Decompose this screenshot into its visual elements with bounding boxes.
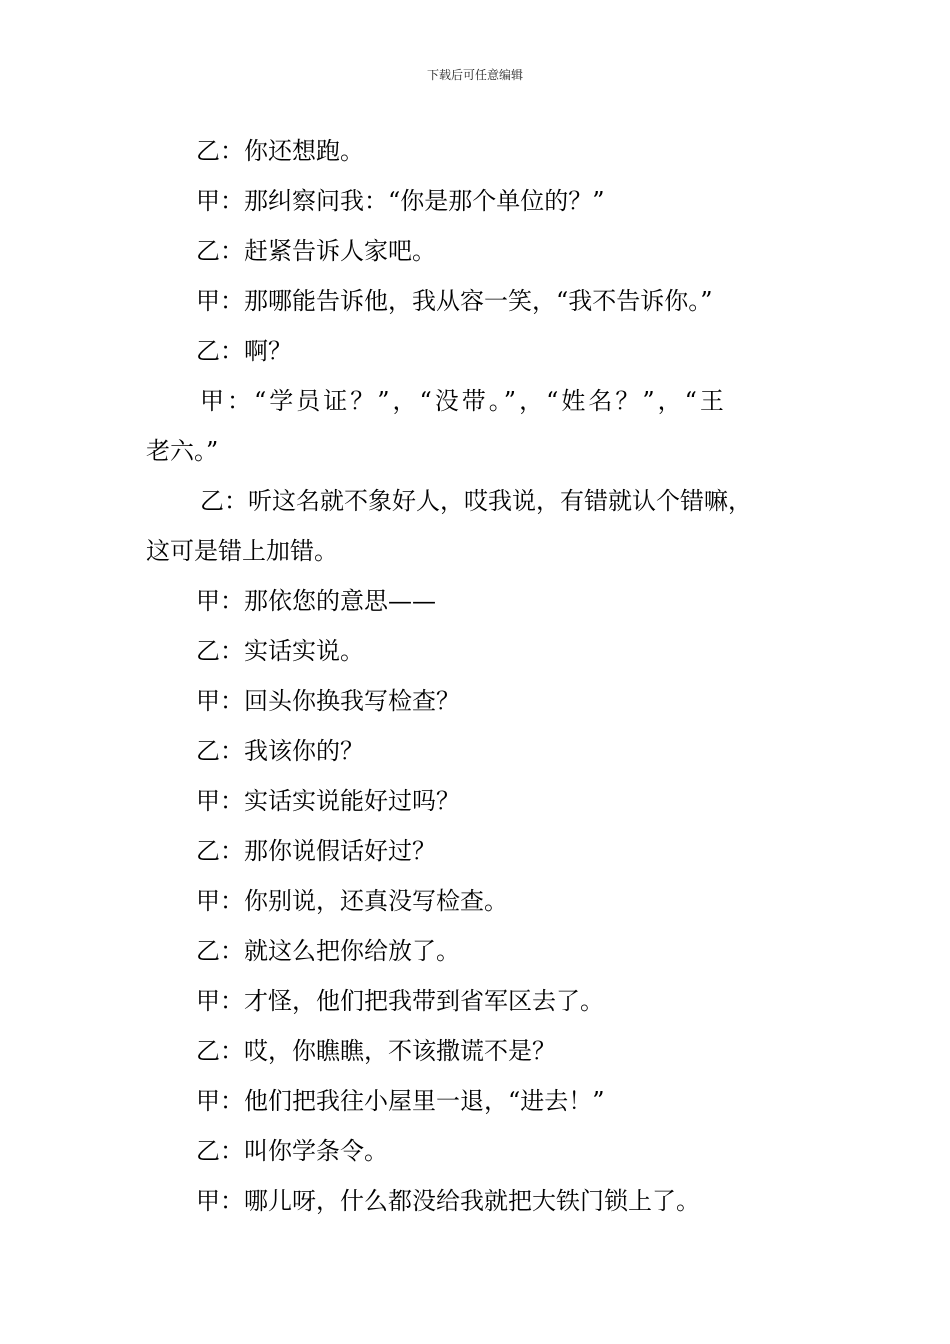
dialogue-line: 乙：啊？ [196, 337, 292, 365]
dialogue-line: 甲：你别说，还真没写检查。 [196, 887, 508, 915]
dialogue-line: 乙：实话实说。 [196, 637, 364, 665]
dialogue-line: 乙：赶紧告诉人家吧。 [196, 237, 436, 265]
dialogue-line: 甲：那纠察问我：“你是那个单位的？” [196, 187, 605, 215]
dialogue-line-continued: 这可是错上加错。 [146, 537, 338, 565]
dialogue-line: 乙：我该你的？ [196, 737, 364, 765]
dialogue-line: 甲：他们把我往小屋里一退，“进去！” [196, 1087, 605, 1115]
dialogue-line: 甲：实话实说能好过吗？ [196, 787, 460, 815]
dialogue-line: 甲：“学员证？”，“没带。”，“姓名？”，“王 [200, 387, 727, 415]
dialogue-line: 乙：就这么把你给放了。 [196, 937, 460, 965]
dialogue-line: 乙：那你说假话好过？ [196, 837, 436, 865]
dialogue-line: 甲：那依您的意思—— [196, 587, 436, 615]
document-body [146, 126, 811, 1226]
dialogue-line: 甲：那哪能告诉他，我从容一笑，“我不告诉你。” [196, 287, 713, 315]
page-header: 下载后可任意编辑 [426, 68, 523, 82]
dialogue-line: 甲：哪儿呀，什么都没给我就把大铁门锁上了。 [196, 1187, 700, 1215]
dialogue-line: 甲：回头你换我写检查？ [196, 687, 460, 715]
dialogue-line: 乙：叫你学条令。 [196, 1137, 388, 1165]
dialogue-line: 乙：听这名就不象好人，哎我说，有错就认个错嘛， [200, 487, 752, 515]
dialogue-line: 乙：你还想跑。 [196, 137, 364, 165]
dialogue-line: 乙：哎，你瞧瞧，不该撒谎不是？ [196, 1037, 556, 1065]
dialogue-line: 甲：才怪，他们把我带到省军区去了。 [196, 987, 604, 1015]
dialogue-line-continued: 老六。” [146, 437, 219, 465]
